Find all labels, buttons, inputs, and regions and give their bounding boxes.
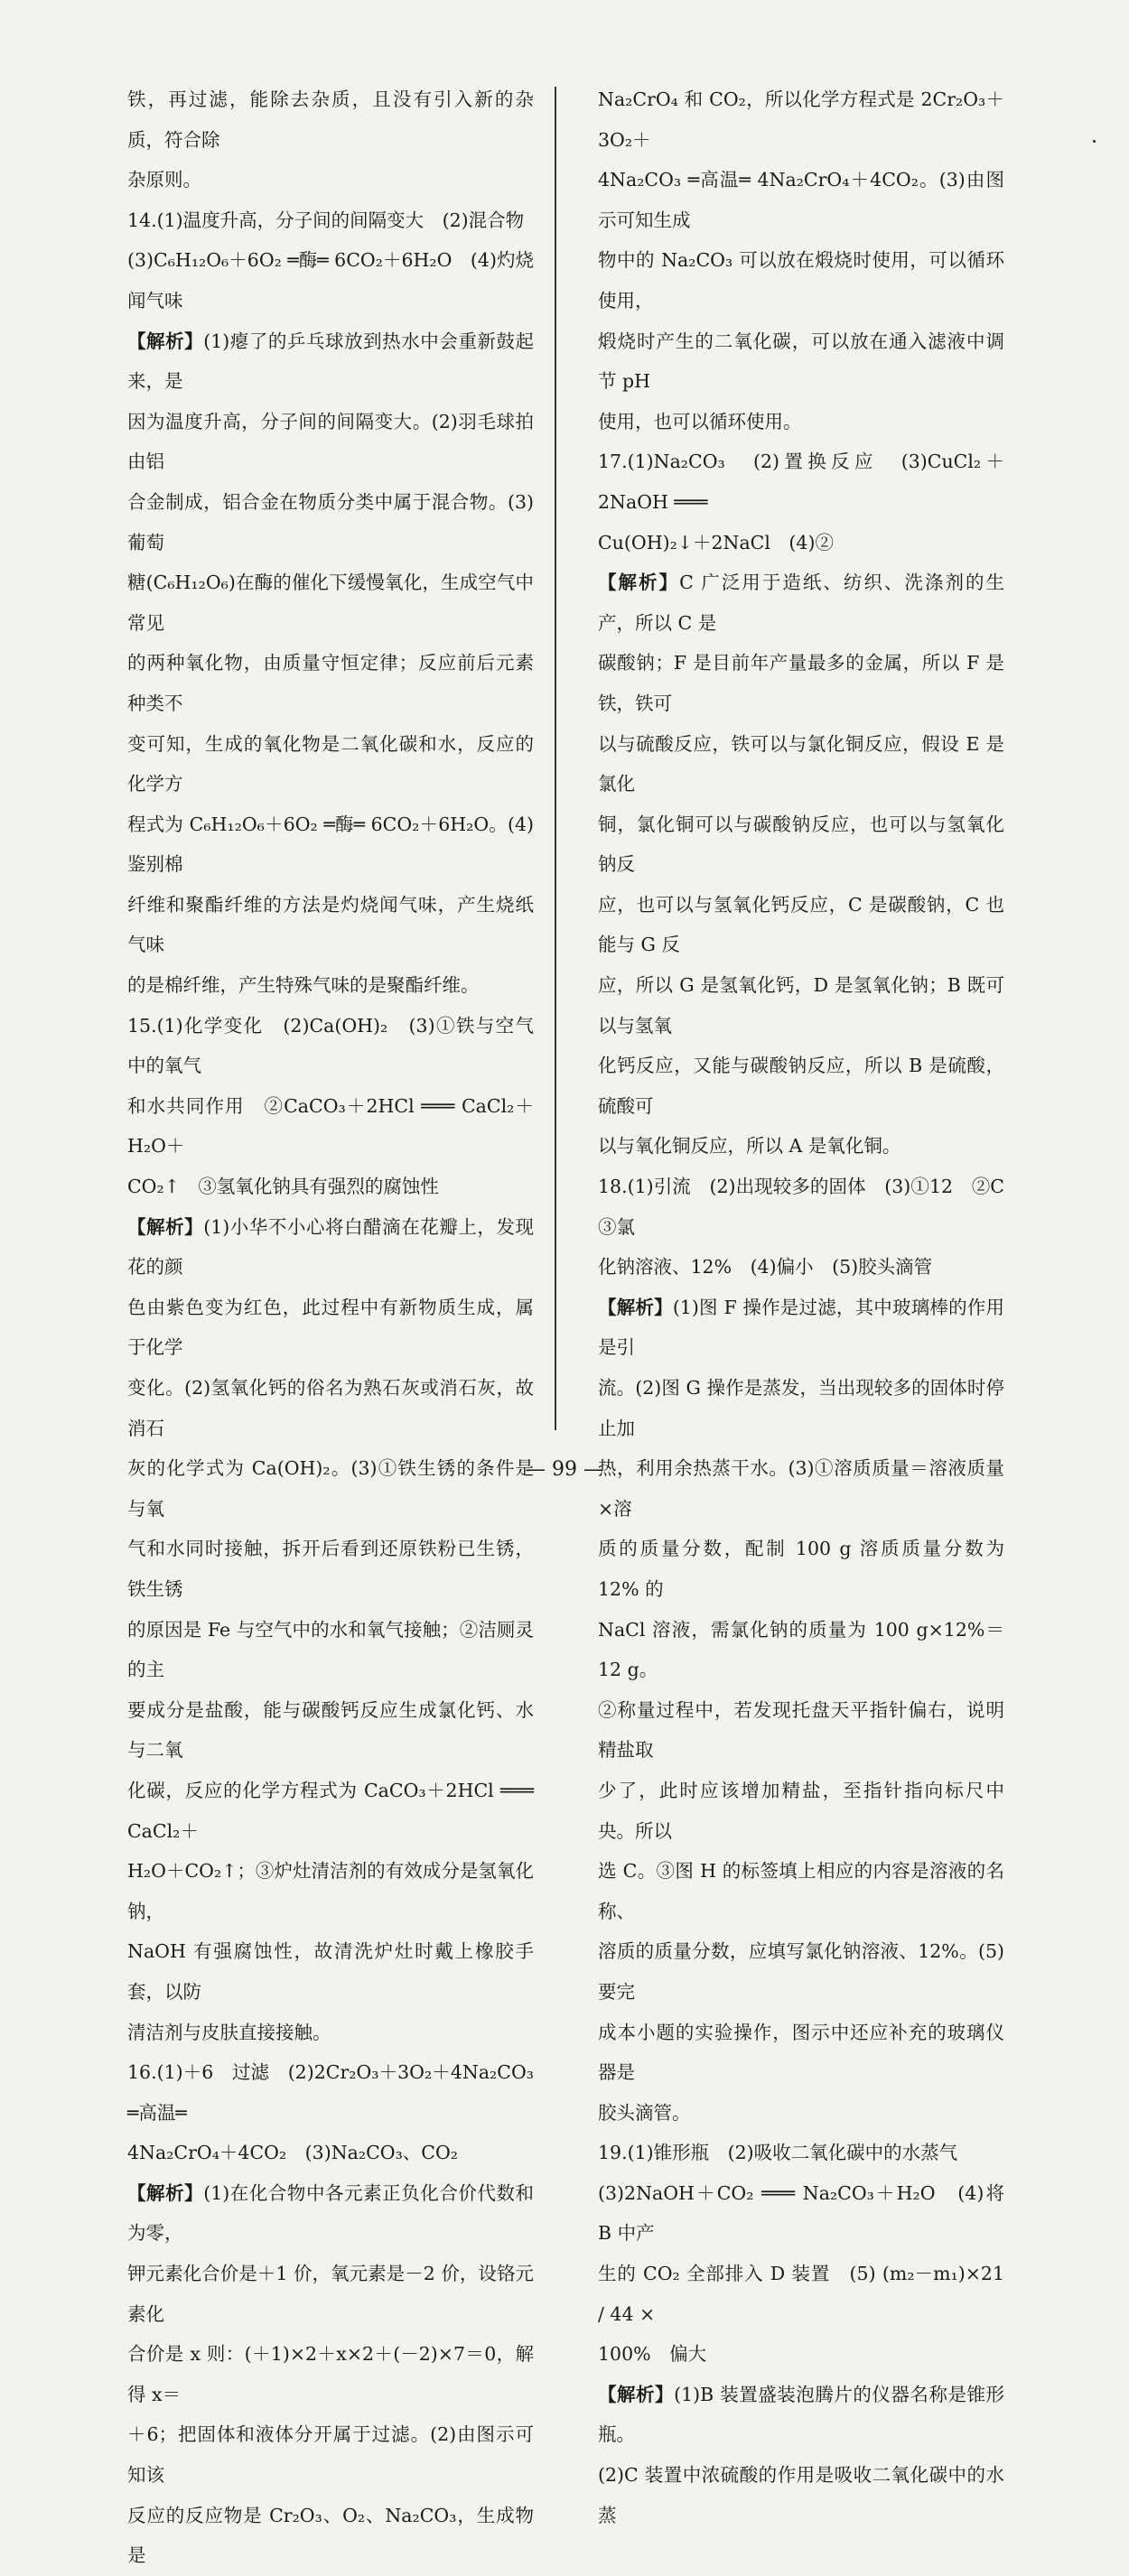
left-line-27: 清洁剂与皮肤直接接触。 xyxy=(127,2021,331,2043)
right-line-11: 铜，氯化铜可以与碳酸钠反应，也可以与氢氧化钠反 xyxy=(598,813,1004,876)
right-line-26: 溶质的质量分数，应填写氯化钠溶液、12%。(5)要完 xyxy=(598,1940,1004,2003)
right-line-24: 少了，此时应该增加精盐，至指针指向标尺中央。所以 xyxy=(598,1779,1004,1842)
right-line-2: 4Na₂CO₃ ═高温═ 4Na₂CrO₄＋4CO₂。(3)由图示可知生成 xyxy=(598,169,1004,231)
left-line-34: 反应的反应物是 Cr₂O₃、O₂、Na₂CO₃，生成物是 xyxy=(127,2504,534,2567)
right-line-16: 18.(1)引流 (2)出现较多的固体 (3)①12 ②C ③氯 xyxy=(598,1176,1023,1238)
left-line-25: H₂O＋CO₂↑；③炉灶清洁剂的有效成分是氢氧化钠， xyxy=(127,1860,534,1922)
right-line-5: 使用，也可以循环使用。 xyxy=(598,410,802,432)
analysis-label: 【解析】 xyxy=(127,330,204,352)
right-line-23: ②称量过程中，若发现托盘天平指针偏右，说明精盐取 xyxy=(598,1698,1004,1762)
right-line-25: 选 C。③图 H 的标签填上相应的内容是溶液的名称、 xyxy=(598,1860,1004,1922)
right-line-34: (2)C 装置中浓硫酸的作用是吸收二氧化碳中的水蒸 xyxy=(598,2464,1004,2526)
right-line-31: 生的 CO₂ 全部排入 D 装置 (5) (m₂－m₁)×21 / 44 × xyxy=(598,2263,1004,2325)
right-line-20: 热，利用余热蒸干水。(3)①溶质质量＝溶液质量×溶 xyxy=(598,1457,1004,1520)
right-line-21: 质的质量分数，配制 100 g 溶质质量分数为 12% 的 xyxy=(598,1538,1004,1600)
left-line-22: 的原因是 Fe 与空气中的水和氧气接触；②洁厕灵的主 xyxy=(127,1618,534,1681)
left-line-24: 化碳，反应的化学方程式为 CaCO₃＋2HCl ═══ CaCl₂＋ xyxy=(127,1779,534,1842)
right-line-27: 成本小题的实验操作，图示中还应补充的玻璃仪器是 xyxy=(598,2021,1004,2084)
watermark-mark-1 xyxy=(388,632,596,758)
left-line-15: 和水共同作用 ②CaCO₃＋2HCl ═══ CaCl₂＋H₂O＋ xyxy=(127,1094,534,1158)
left-line-32: 合价是 x 则：(＋1)×2＋x×2＋(－2)×7＝0，解得 x＝ xyxy=(127,2343,534,2405)
analysis-label: 【解析】 xyxy=(598,1296,673,1318)
left-line-8: 糖(C₆H₁₂O₆)在酶的催化下缓慢氧化，生成空气中常见 xyxy=(127,572,534,634)
left-line-20: 灰的化学式为 Ca(OH)₂。(3)①铁生锈的条件是与氧 xyxy=(127,1457,534,1520)
left-line-18: 色由紫色变为红色，此过程中有新物质生成，属于化学 xyxy=(127,1296,534,1359)
right-line-18: 【解析】(1)图 F 操作是过滤，其中玻璃棒的作用是引 xyxy=(598,1296,1005,1359)
right-line-1: Na₂CrO₄ 和 CO₂，所以化学方程式是 2Cr₂O₃＋3O₂＋ xyxy=(598,88,1004,151)
left-line-7: 合金制成，铝合金在物质分类中属于混合物。(3)葡萄 xyxy=(127,490,534,553)
right-line-33: 【解析】(1)B 装置盛装泡腾片的仪器名称是锥形瓶。 xyxy=(598,2383,1005,2446)
right-line-30: (3)2NaOH＋CO₂ ═══ Na₂CO₃＋H₂O (4)将 B 中产 xyxy=(598,2181,1004,2245)
right-line-19: 流。(2)图 G 操作是蒸发，当出现较多的固体时停止加 xyxy=(598,1377,1004,1439)
right-line-4: 煅烧时产生的二氧化碳，可以放在通入滤液中调节 pH xyxy=(598,330,1004,393)
left-line-6: 因为温度升高，分子间的间隔变大。(2)羽毛球拍由铝 xyxy=(127,410,534,473)
right-line-22: NaCl 溶液，需氯化钠的质量为 100 g×12%＝12 g。 xyxy=(598,1618,1004,1681)
left-line-9: 的两种氧化物，由质量守恒定律；反应前后元素种类不 xyxy=(127,652,534,714)
left-line-29: 4Na₂CrO₄＋4CO₂ (3)Na₂CO₃、CO₂ xyxy=(127,2142,459,2164)
left-line-26: NaOH 有强腐蚀性，故清洗炉灶时戴上橡胶手套，以防 xyxy=(127,1940,534,2003)
left-line-19: 变化。(2)氢氧化钙的俗名为熟石灰或消石灰，故消石 xyxy=(127,1377,534,1439)
speck-dot xyxy=(1093,140,1096,143)
right-line-6: 17.(1)Na₂CO₃ (2)置换反应 (3)CuCl₂＋2NaOH ═══ xyxy=(598,451,1004,513)
right-line-29: 19.(1)锥形瓶 (2)吸收二氧化碳中的水蒸气 xyxy=(598,2142,958,2164)
left-line-11: 程式为 C₆H₁₂O₆＋6O₂ ═酶═ 6CO₂＋6H₂O。(4)鉴别棉 xyxy=(127,813,534,876)
analysis-label: 【解析】 xyxy=(598,572,680,594)
left-line-28: 16.(1)＋6 过滤 (2)2Cr₂O₃＋3O₂＋4Na₂CO₃ ═高温═ xyxy=(127,2061,534,2124)
right-line-15: 以与氧化铜反应，所以 A 是氧化铜。 xyxy=(598,1135,901,1158)
analysis-label: 【解析】 xyxy=(598,2383,675,2405)
analysis-label: 【解析】 xyxy=(127,1215,204,1238)
left-line-14: 15.(1)化学变化 (2)Ca(OH)₂ (3)①铁与空气中的氧气 xyxy=(127,1014,534,1077)
page-number: — 99 — xyxy=(526,1458,603,1481)
left-column xyxy=(127,79,534,2576)
left-line-16: CO₂↑ ③氢氧化钠具有强烈的腐蚀性 xyxy=(127,1176,439,1198)
left-line-31: 钾元素化合价是＋1 价，氧元素是－2 价，设铬元素化 xyxy=(127,2263,534,2325)
right-line-12: 应，也可以与氢氧化钙反应，C 是碳酸钠，C 也能与 G 反 xyxy=(598,893,1004,956)
right-line-14: 化钙反应，又能与碳酸钠反应，所以 B 是硫酸，硫酸可 xyxy=(598,1055,1004,1117)
right-line-13: 应，所以 G 是氢氧化钙，D 是氢氧化钠；B 既可以与氢氧 xyxy=(598,974,1004,1037)
right-line-32: 100% 偏大 xyxy=(598,2343,707,2366)
left-line-23: 要成分是盐酸，能与碳酸钙反应生成氯化钙、水与二氧 xyxy=(127,1698,534,1762)
left-line-21: 气和水同时接触，拆开后看到还原铁粉已生锈，铁生锈 xyxy=(127,1538,534,1600)
watermark-mark-2 xyxy=(388,1111,596,1237)
left-line-5: 【解析】(1)瘪了的乒乓球放到热水中会重新鼓起来，是 xyxy=(127,330,535,393)
right-line-7: Cu(OH)₂↓＋2NaCl (4)② xyxy=(598,531,834,553)
left-line-1: 铁，再过滤，能除去杂质，且没有引入新的杂质，符合除 xyxy=(127,88,534,151)
right-line-17: 化钠溶液、12% (4)偏小 (5)胶头滴管 xyxy=(598,1256,933,1279)
left-line-13: 的是棉纤维，产生特殊气味的是聚酯纤维。 xyxy=(127,974,480,997)
left-line-4: (3)C₆H₁₂O₆＋6O₂ ═酶═ 6CO₂＋6H₂O (4)灼烧闻气味 xyxy=(127,249,534,312)
left-line-12: 纤维和聚酯纤维的方法是灼烧闻气味，产生烧纸气味 xyxy=(127,893,534,956)
left-line-17: 【解析】(1)小华不小心将白醋滴在花瓣上，发现花的颜 xyxy=(127,1215,535,1279)
analysis-label: 【解析】 xyxy=(127,2181,204,2204)
left-line-10: 变可知，生成的氧化物是二氧化碳和水，反应的化学方 xyxy=(127,732,534,795)
left-line-30: 【解析】(1)在化合物中各元素正负化合价代数和为零， xyxy=(127,2181,535,2245)
right-line-9: 碳酸钠；F 是目前年产量最多的金属，所以 F 是铁，铁可 xyxy=(598,652,1004,714)
right-line-28: 胶头滴管。 xyxy=(598,2101,691,2124)
right-line-10: 以与硫酸反应，铁可以与氯化铜反应，假设 E 是氯化 xyxy=(598,732,1004,795)
left-line-33: ＋6；把固体和液体分开属于过滤。(2)由图示可知该 xyxy=(127,2423,534,2487)
right-line-3: 物中的 Na₂CO₃ 可以放在煅烧时使用，可以循环使用， xyxy=(598,249,1004,312)
left-line-3: 14.(1)温度升高，分子间的间隔变大 (2)混合物 xyxy=(127,209,525,231)
left-line-2: 杂原则。 xyxy=(127,169,201,191)
right-line-8: 【解析】C 广泛用于造纸、纺织、洗涤剂的生产，所以 C 是 xyxy=(598,572,1004,634)
right-column xyxy=(598,79,1023,2535)
